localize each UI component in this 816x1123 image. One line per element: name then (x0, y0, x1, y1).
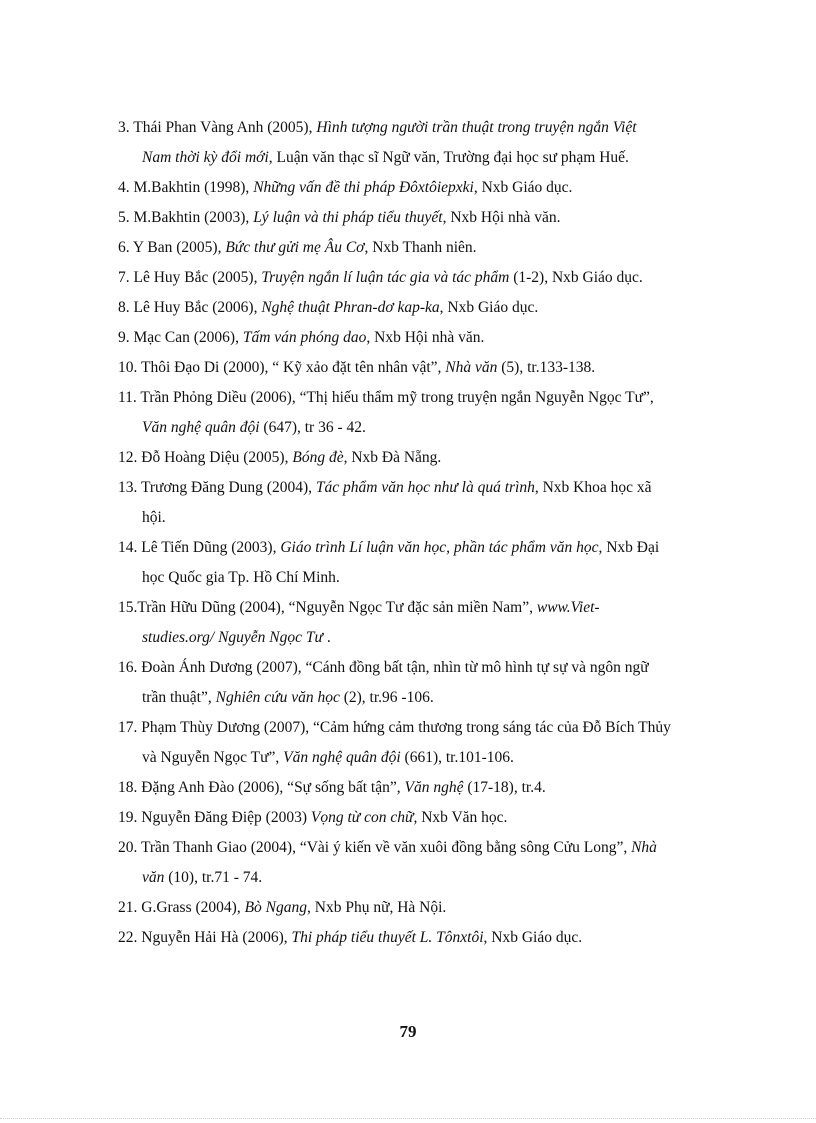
reference-item: 7. Lê Huy Bắc (2005), Truyện ngắn lí luận tác gia và tác phẩm (1-2), Nxb Giáo dục. (118, 269, 643, 286)
reference-item: 3. Thái Phan Vàng Anh (2005), Hình tượng người trần thuật trong truyện ngắn Việt Nam thời kỳ đổi mới, Luận văn thạc sĩ Ngữ văn, Trường đại học sư phạm Huế. (118, 119, 637, 166)
reference-item: 20. Trần Thanh Giao (2004), “Vài ý kiến về văn xuôi đồng bằng sông Cửu Long”, Nhà văn (10), tr.71 - 74. (118, 839, 657, 886)
reference-item: 11. Trần Phỏng Diều (2006), “Thị hiếu thẩm mỹ trong truyện ngắn Nguyễn Ngọc Tư”, Văn nghệ quân đội (647), tr 36 - 42. (118, 389, 654, 436)
reference-item: 5. M.Bakhtin (2003), Lý luận và thi pháp tiểu thuyết, Nxb Hội nhà văn. (118, 209, 561, 226)
page-divider (0, 1118, 816, 1119)
page-number: 79 (399, 1022, 417, 1041)
reference-item: 21. G.Grass (2004), Bò Ngang, Nxb Phụ nữ, Hà Nội. (118, 899, 447, 916)
reference-list (118, 113, 758, 953)
reference-item: 12. Đỗ Hoàng Diệu (2005), Bóng đè, Nxb Đà Nẵng. (118, 449, 442, 466)
reference-item: 15.Trần Hữu Dũng (2004), “Nguyễn Ngọc Tư đặc sản miền Nam”, www.Viet- studies.org/ Nguyễn Ngọc Tư . (118, 599, 600, 646)
reference-item: 19. Nguyễn Đăng Điệp (2003) Vọng từ con chữ, Nxb Văn học. (118, 809, 508, 826)
reference-item: 8. Lê Huy Bắc (2006), Nghệ thuật Phran-dơ kap-ka, Nxb Giáo dục. (118, 299, 539, 316)
reference-item: 14. Lê Tiến Dũng (2003), Giáo trình Lí luận văn học, phần tác phẩm văn học, Nxb Đại học Quốc gia Tp. Hồ Chí Minh. (118, 539, 660, 586)
reference-item: 18. Đặng Anh Đào (2006), “Sự sống bất tận”, Văn nghệ (17-18), tr.4. (118, 779, 546, 796)
reference-item: 6. Y Ban (2005), Bức thư gửi mẹ Âu Cơ, Nxb Thanh niên. (118, 239, 477, 256)
reference-item: 17. Phạm Thùy Dương (2007), “Cảm hứng cảm thương trong sáng tác của Đỗ Bích Thủy và Nguyễn Ngọc Tư”, Văn nghệ quân đội (661), tr.101-106. (118, 719, 671, 766)
reference-item: 16. Đoàn Ánh Dương (2007), “Cánh đồng bất tận, nhìn từ mô hình tự sự và ngôn ngữ trần thuật”, Nghiên cứu văn học (2), tr.96 -106. (118, 659, 649, 706)
reference-item: 10. Thôi Đạo Di (2000), “ Kỹ xảo đặt tên nhân vật”, Nhà văn (5), tr.133-138. (118, 359, 596, 376)
reference-item: 13. Trương Đăng Dung (2004), Tác phẩm văn học như là quá trình, Nxb Khoa học xã hội. (118, 479, 652, 526)
reference-item: 4. M.Bakhtin (1998), Những vấn đề thi pháp Đôxtôiepxki, Nxb Giáo dục. (118, 179, 573, 196)
reference-item: 22. Nguyễn Hải Hà (2006), Thi pháp tiểu thuyết L. Tônxtôi, Nxb Giáo dục. (118, 929, 583, 946)
reference-item: 9. Mạc Can (2006), Tấm ván phóng dao, Nxb Hội nhà văn. (118, 329, 485, 346)
